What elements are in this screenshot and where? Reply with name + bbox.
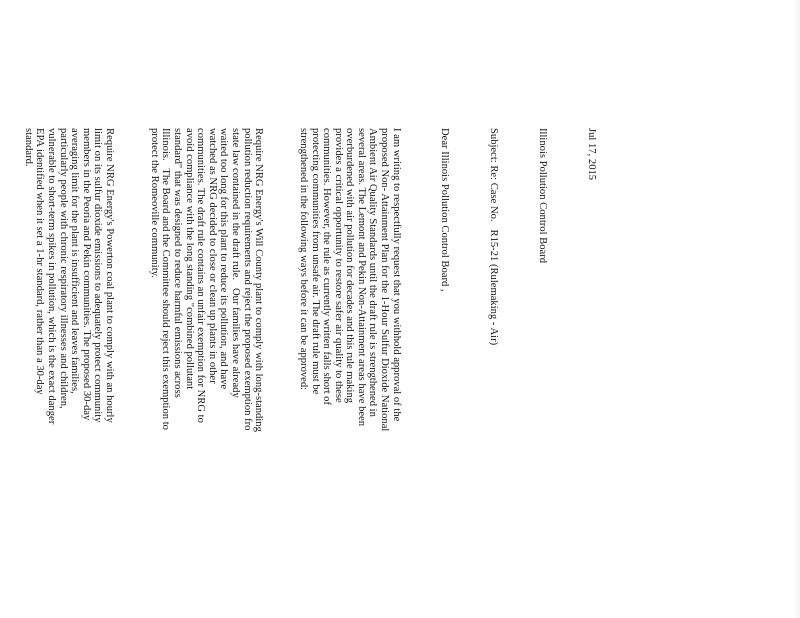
salutation: Dear Illinois Pollution Control Board , (439, 128, 451, 292)
letter-body (20, 128, 620, 608)
paragraph-will-county: Require NRG Energy's Will County plant to comply with long-standing pollution reduction requirements and reject the proposed exemption fro state law contained in the draft rule. Our families have already waited too long for this plant to reduce its pollution, and have watched as NRG decided to close or clean up plants in other communities. The draft rule contains an unfair exemption for NRG to avoid compliance with the long standing "combined pollutant standard" that was designed to reduce harmful emissions across Illinois. The Board and the Committee should reject this exemption to protect the Romeoville community. (148, 128, 265, 432)
letter-date: Jul 17, 2015 (585, 128, 597, 181)
scan-edge-shadow (794, 0, 800, 618)
paragraph-powerton: Require NRG Energy's Powerton coal plant to comply with an hourly limit on its sulfur dioxide emissions to adequately protect community members in the Peoria and Pekin communities. The proposed 30-day averaging limit for the plant is insufficient and leaves families, particularly people with chronic respiratory illnesses and children, vulnerable to short-term spikes in pollution, which is the exact danger EPA identified when it set a 1-hr standard, rather than a 30-day standard. (22, 128, 116, 425)
subject-line: Subject: Re: Case No. R15-21 (Rulemaking - Air) (488, 128, 500, 346)
recipient-line: Illinois Pollution Control Board (537, 128, 549, 264)
paragraph-intro: I am writing to respectfully request that you withhold approval of the proposed Non- Attainment Plan for the 1-Hour Sulfur Dioxide National Ambient Air Quality Standards until the draft rule is strengthened in several areas. The Lemont and Pekin Non-Attainment areas have been overburdened with air pollution for decades and this rule making provides a critical opportunity to restore safer air quality to these communities. However, the rule as currently written falls short of protecting communities from unsafe air. The draft rule must be strengthened in the following ways before it can be approved: (297, 128, 402, 432)
